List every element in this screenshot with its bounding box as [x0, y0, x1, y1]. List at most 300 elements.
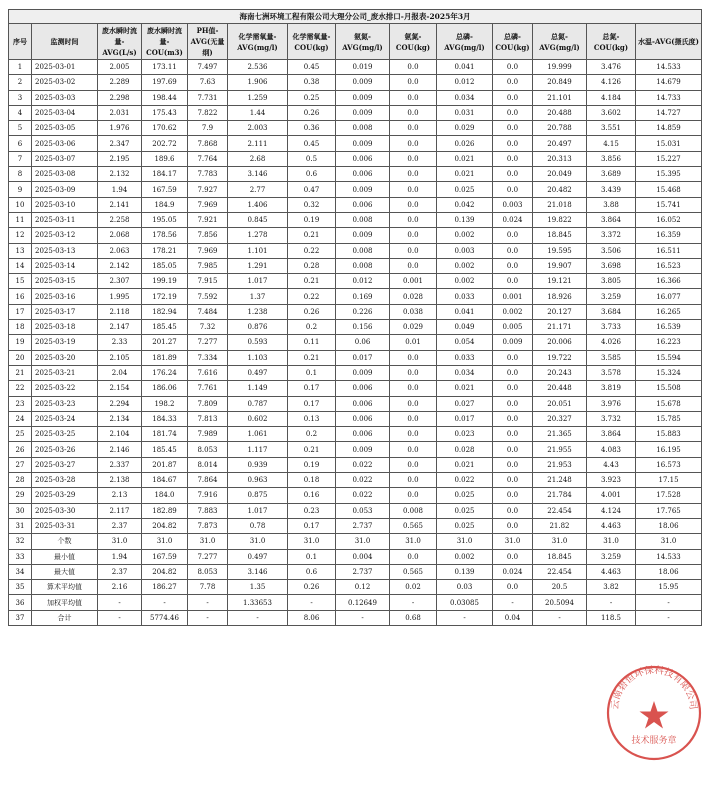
- value-cell: 0.022: [336, 488, 390, 503]
- table-row: [9, 350, 702, 365]
- value-cell: 20.049: [533, 167, 587, 182]
- value-cell: 170.62: [142, 121, 188, 136]
- table-row: [9, 121, 702, 136]
- value-cell: 2.04: [98, 365, 142, 380]
- value-cell: 21.018: [533, 197, 587, 212]
- value-cell: 0.21: [288, 350, 336, 365]
- value-cell: 0.025: [437, 488, 493, 503]
- row-number-cell: 34: [9, 564, 32, 579]
- value-cell: 0.0: [493, 518, 533, 533]
- column-header: 废水瞬时流量-COU(m3): [142, 24, 188, 60]
- value-cell: 0.0: [493, 121, 533, 136]
- value-cell: 3.733: [587, 320, 636, 335]
- row-number-cell: 12: [9, 228, 32, 243]
- value-cell: 1.995: [98, 289, 142, 304]
- value-cell: 118.5: [587, 610, 636, 625]
- value-cell: 0.169: [336, 289, 390, 304]
- value-cell: 2.307: [98, 274, 142, 289]
- value-cell: 15.324: [636, 365, 702, 380]
- value-cell: 0.017: [437, 411, 493, 426]
- value-cell: 20.488: [533, 105, 587, 120]
- value-cell: 7.9: [188, 121, 228, 136]
- value-cell: 7.783: [188, 167, 228, 182]
- value-cell: 0.226: [336, 304, 390, 319]
- row-number-cell: 9: [9, 182, 32, 197]
- row-number-cell: 25: [9, 427, 32, 442]
- row-number-cell: 27: [9, 457, 32, 472]
- value-cell: 0.033: [437, 289, 493, 304]
- table-row: [9, 564, 702, 579]
- column-header: 总磷-COU(kg): [493, 24, 533, 60]
- value-cell: 0.0: [390, 488, 437, 503]
- value-cell: 0.5: [288, 151, 336, 166]
- value-cell: -: [636, 595, 702, 610]
- value-cell: 3.88: [587, 197, 636, 212]
- value-cell: 0.012: [336, 274, 390, 289]
- value-cell: 0.45: [288, 60, 336, 75]
- value-cell: 31.0: [288, 534, 336, 549]
- value-cell: 2.142: [98, 258, 142, 273]
- value-cell: 2.347: [98, 136, 142, 151]
- value-cell: 0.0: [390, 549, 437, 564]
- value-cell: 31.0: [142, 534, 188, 549]
- value-cell: 2.138: [98, 473, 142, 488]
- row-number-cell: 30: [9, 503, 32, 518]
- row-number-cell: 29: [9, 488, 32, 503]
- value-cell: 0.025: [437, 503, 493, 518]
- value-cell: 7.334: [188, 350, 228, 365]
- value-cell: 2.068: [98, 228, 142, 243]
- value-cell: 0.19: [288, 212, 336, 227]
- value-cell: 16.077: [636, 289, 702, 304]
- value-cell: 2.298: [98, 90, 142, 105]
- value-cell: 0.021: [437, 381, 493, 396]
- value-cell: 3.976: [587, 396, 636, 411]
- value-cell: 2.134: [98, 411, 142, 426]
- column-header: 总氮-AVG(mg/l): [533, 24, 587, 60]
- row-number-cell: 21: [9, 365, 32, 380]
- value-cell: 0.0: [390, 228, 437, 243]
- value-cell: 0.0: [390, 442, 437, 457]
- value-cell: 198.2: [142, 396, 188, 411]
- value-cell: 19.822: [533, 212, 587, 227]
- value-cell: 0.008: [336, 121, 390, 136]
- value-cell: 0.0: [493, 427, 533, 442]
- value-cell: 20.497: [533, 136, 587, 151]
- value-cell: 16.573: [636, 457, 702, 472]
- value-cell: 0.18: [288, 473, 336, 488]
- row-number-cell: 11: [9, 212, 32, 227]
- value-cell: 0.565: [390, 518, 437, 533]
- value-cell: 2.195: [98, 151, 142, 166]
- value-cell: 0.0: [493, 151, 533, 166]
- value-cell: 7.809: [188, 396, 228, 411]
- report-body: [9, 60, 702, 626]
- value-cell: 2.118: [98, 304, 142, 319]
- value-cell: 0.22: [288, 243, 336, 258]
- value-cell: 4.124: [587, 503, 636, 518]
- value-cell: 14.727: [636, 105, 702, 120]
- value-cell: 0.0: [390, 212, 437, 227]
- value-cell: 1.259: [228, 90, 288, 105]
- value-cell: 20.5: [533, 580, 587, 595]
- value-cell: 0.021: [437, 151, 493, 166]
- value-cell: 0.009: [336, 90, 390, 105]
- value-cell: 0.009: [336, 75, 390, 90]
- table-row: [9, 473, 702, 488]
- value-cell: 15.031: [636, 136, 702, 151]
- value-cell: 0.23: [288, 503, 336, 518]
- value-cell: 0.001: [390, 274, 437, 289]
- row-number-cell: 2: [9, 75, 32, 90]
- value-cell: 19.999: [533, 60, 587, 75]
- value-cell: 31.0: [493, 534, 533, 549]
- date-cell: 2025-03-14: [32, 258, 98, 273]
- date-cell: 最大值: [32, 564, 98, 579]
- date-cell: 2025-03-27: [32, 457, 98, 472]
- value-cell: -: [493, 595, 533, 610]
- value-cell: 16.539: [636, 320, 702, 335]
- row-number-cell: 7: [9, 151, 32, 166]
- value-cell: 181.89: [142, 350, 188, 365]
- value-cell: 0.0: [390, 136, 437, 151]
- value-cell: 0.009: [336, 105, 390, 120]
- value-cell: 0.002: [493, 304, 533, 319]
- value-cell: 0.0: [493, 396, 533, 411]
- value-cell: 0.004: [336, 549, 390, 564]
- value-cell: 2.147: [98, 320, 142, 335]
- value-cell: 0.006: [336, 396, 390, 411]
- table-row: [9, 320, 702, 335]
- value-cell: 21.955: [533, 442, 587, 457]
- date-cell: 2025-03-24: [32, 411, 98, 426]
- value-cell: 0.36: [288, 121, 336, 136]
- value-cell: 0.16: [288, 488, 336, 503]
- value-cell: 0.06: [336, 335, 390, 350]
- value-cell: 3.689: [587, 167, 636, 182]
- date-cell: 2025-03-31: [32, 518, 98, 533]
- value-cell: 21.953: [533, 457, 587, 472]
- value-cell: -: [587, 595, 636, 610]
- value-cell: 0.024: [493, 564, 533, 579]
- value-cell: 14.679: [636, 75, 702, 90]
- value-cell: 184.67: [142, 473, 188, 488]
- value-cell: 0.0: [493, 60, 533, 75]
- value-cell: 1.291: [228, 258, 288, 273]
- date-cell: 最小值: [32, 549, 98, 564]
- value-cell: -: [636, 610, 702, 625]
- value-cell: 0.009: [336, 136, 390, 151]
- value-cell: 4.463: [587, 518, 636, 533]
- value-cell: 0.022: [336, 457, 390, 472]
- value-cell: 0.593: [228, 335, 288, 350]
- value-cell: 31.0: [587, 534, 636, 549]
- value-cell: 0.21: [288, 274, 336, 289]
- value-cell: 2.005: [98, 60, 142, 75]
- value-cell: 1.017: [228, 274, 288, 289]
- value-cell: 0.041: [437, 60, 493, 75]
- value-cell: 31.0: [437, 534, 493, 549]
- value-cell: 7.78: [188, 580, 228, 595]
- row-number-cell: 8: [9, 167, 32, 182]
- date-cell: 2025-03-09: [32, 182, 98, 197]
- row-number-cell: 32: [9, 534, 32, 549]
- value-cell: 0.25: [288, 90, 336, 105]
- value-cell: 3.476: [587, 60, 636, 75]
- value-cell: 0.0: [390, 182, 437, 197]
- value-cell: 4.083: [587, 442, 636, 457]
- value-cell: 0.139: [437, 212, 493, 227]
- value-cell: 0.025: [437, 182, 493, 197]
- value-cell: 0.11: [288, 335, 336, 350]
- value-cell: 0.0: [390, 258, 437, 273]
- value-cell: 7.813: [188, 411, 228, 426]
- value-cell: 0.845: [228, 212, 288, 227]
- value-cell: 31.0: [228, 534, 288, 549]
- value-cell: 1.33653: [228, 595, 288, 610]
- value-cell: 0.0: [493, 381, 533, 396]
- value-cell: 0.026: [437, 136, 493, 151]
- value-cell: 14.859: [636, 121, 702, 136]
- value-cell: 0.023: [437, 427, 493, 442]
- date-cell: 2025-03-15: [32, 274, 98, 289]
- value-cell: 0.38: [288, 75, 336, 90]
- value-cell: 7.761: [188, 381, 228, 396]
- value-cell: 2.031: [98, 105, 142, 120]
- column-header: 序号: [9, 24, 32, 60]
- value-cell: 4.15: [587, 136, 636, 151]
- value-cell: 0.787: [228, 396, 288, 411]
- value-cell: -: [98, 595, 142, 610]
- date-cell: 2025-03-17: [32, 304, 98, 319]
- value-cell: 15.227: [636, 151, 702, 166]
- row-number-cell: 16: [9, 289, 32, 304]
- value-cell: 0.0: [390, 350, 437, 365]
- value-cell: 178.56: [142, 228, 188, 243]
- value-cell: 2.294: [98, 396, 142, 411]
- date-cell: 2025-03-06: [32, 136, 98, 151]
- value-cell: 20.006: [533, 335, 587, 350]
- row-number-cell: 4: [9, 105, 32, 120]
- value-cell: 7.731: [188, 90, 228, 105]
- value-cell: 0.02: [390, 580, 437, 595]
- value-cell: 3.585: [587, 350, 636, 365]
- company-seal-stamp: [604, 663, 704, 763]
- value-cell: 0.008: [336, 212, 390, 227]
- column-header: 废水瞬时流量-AVG(L/s): [98, 24, 142, 60]
- value-cell: 1.906: [228, 75, 288, 90]
- value-cell: 0.041: [437, 304, 493, 319]
- value-cell: 15.883: [636, 427, 702, 442]
- value-cell: 184.0: [142, 488, 188, 503]
- value-cell: 7.883: [188, 503, 228, 518]
- value-cell: 0.0: [493, 442, 533, 457]
- column-header-row: [9, 24, 702, 60]
- value-cell: 0.963: [228, 473, 288, 488]
- value-cell: 0.0: [493, 457, 533, 472]
- value-cell: 20.448: [533, 381, 587, 396]
- value-cell: 1.117: [228, 442, 288, 457]
- table-row: [9, 60, 702, 75]
- value-cell: 0.156: [336, 320, 390, 335]
- value-cell: 20.327: [533, 411, 587, 426]
- value-cell: 7.32: [188, 320, 228, 335]
- date-cell: 2025-03-07: [32, 151, 98, 166]
- value-cell: 2.154: [98, 381, 142, 396]
- value-cell: 8.053: [188, 442, 228, 457]
- date-cell: 2025-03-12: [32, 228, 98, 243]
- value-cell: -: [437, 610, 493, 625]
- value-cell: 0.002: [437, 258, 493, 273]
- value-cell: 3.578: [587, 365, 636, 380]
- date-cell: 2025-03-20: [32, 350, 98, 365]
- value-cell: 1.94: [98, 182, 142, 197]
- date-cell: 2025-03-19: [32, 335, 98, 350]
- value-cell: 0.0: [493, 136, 533, 151]
- value-cell: 1.976: [98, 121, 142, 136]
- value-cell: 204.82: [142, 564, 188, 579]
- value-cell: 4.43: [587, 457, 636, 472]
- value-cell: -: [288, 595, 336, 610]
- date-cell: 2025-03-10: [32, 197, 98, 212]
- value-cell: 19.121: [533, 274, 587, 289]
- value-cell: 185.05: [142, 258, 188, 273]
- date-cell: 2025-03-28: [32, 473, 98, 488]
- table-row: [9, 595, 702, 610]
- value-cell: 18.926: [533, 289, 587, 304]
- value-cell: 0.008: [390, 503, 437, 518]
- value-cell: 21.171: [533, 320, 587, 335]
- value-cell: 182.89: [142, 503, 188, 518]
- value-cell: 189.6: [142, 151, 188, 166]
- column-header: 总氮-COU(kg): [587, 24, 636, 60]
- value-cell: 0.26: [288, 304, 336, 319]
- table-row: [9, 335, 702, 350]
- value-cell: 204.82: [142, 518, 188, 533]
- column-header: 氨氮-COU(kg): [390, 24, 437, 60]
- value-cell: 3.698: [587, 258, 636, 273]
- value-cell: 202.72: [142, 136, 188, 151]
- value-cell: 176.24: [142, 365, 188, 380]
- value-cell: 0.0: [390, 381, 437, 396]
- value-cell: 7.916: [188, 488, 228, 503]
- value-cell: 2.737: [336, 564, 390, 579]
- value-cell: 3.506: [587, 243, 636, 258]
- row-number-cell: 24: [9, 411, 32, 426]
- value-cell: 184.17: [142, 167, 188, 182]
- value-cell: 2.737: [336, 518, 390, 533]
- date-cell: 2025-03-30: [32, 503, 98, 518]
- seal-bottom-text: 技术服务章: [631, 736, 677, 746]
- value-cell: 14.533: [636, 60, 702, 75]
- row-number-cell: 5: [9, 121, 32, 136]
- value-cell: 0.497: [228, 549, 288, 564]
- value-cell: 181.74: [142, 427, 188, 442]
- value-cell: 0.008: [336, 243, 390, 258]
- value-cell: 2.063: [98, 243, 142, 258]
- value-cell: 201.87: [142, 457, 188, 472]
- value-cell: 17.528: [636, 488, 702, 503]
- monthly-report-table: [8, 9, 702, 626]
- value-cell: 1.238: [228, 304, 288, 319]
- value-cell: 16.523: [636, 258, 702, 273]
- row-number-cell: 3: [9, 90, 32, 105]
- value-cell: 0.12649: [336, 595, 390, 610]
- value-cell: 2.68: [228, 151, 288, 166]
- value-cell: 0.32: [288, 197, 336, 212]
- value-cell: 0.017: [336, 350, 390, 365]
- value-cell: 175.43: [142, 105, 188, 120]
- value-cell: 22.454: [533, 503, 587, 518]
- value-cell: 2.141: [98, 197, 142, 212]
- value-cell: 0.009: [336, 228, 390, 243]
- date-cell: 2025-03-25: [32, 427, 98, 442]
- row-number-cell: 13: [9, 243, 32, 258]
- row-number-cell: 28: [9, 473, 32, 488]
- value-cell: 7.822: [188, 105, 228, 120]
- row-number-cell: 37: [9, 610, 32, 625]
- seal-ring-text: 云南碧恒环保科技有限公司: [609, 664, 699, 711]
- row-number-cell: 19: [9, 335, 32, 350]
- value-cell: 8.053: [188, 564, 228, 579]
- value-cell: 0.009: [493, 335, 533, 350]
- value-cell: 0.012: [437, 75, 493, 90]
- value-cell: 0.025: [437, 518, 493, 533]
- value-cell: 0.028: [390, 289, 437, 304]
- value-cell: 3.923: [587, 473, 636, 488]
- value-cell: 0.03: [437, 580, 493, 595]
- value-cell: 0.0: [390, 60, 437, 75]
- value-cell: 0.0: [493, 411, 533, 426]
- value-cell: 15.395: [636, 167, 702, 182]
- value-cell: 0.28: [288, 258, 336, 273]
- table-row: [9, 105, 702, 120]
- value-cell: 1.406: [228, 197, 288, 212]
- value-cell: 20.243: [533, 365, 587, 380]
- value-cell: 14.533: [636, 549, 702, 564]
- value-cell: 0.12: [336, 580, 390, 595]
- value-cell: 2.16: [98, 580, 142, 595]
- value-cell: 1.44: [228, 105, 288, 120]
- value-cell: 0.0: [493, 549, 533, 564]
- value-cell: 19.595: [533, 243, 587, 258]
- value-cell: 167.59: [142, 182, 188, 197]
- value-cell: 7.484: [188, 304, 228, 319]
- value-cell: 0.17: [288, 518, 336, 533]
- column-header: 监测时间: [32, 24, 98, 60]
- value-cell: 20.849: [533, 75, 587, 90]
- value-cell: 0.0: [493, 90, 533, 105]
- row-number-cell: 35: [9, 580, 32, 595]
- value-cell: -: [228, 610, 288, 625]
- value-cell: 31.0: [390, 534, 437, 549]
- row-number-cell: 33: [9, 549, 32, 564]
- value-cell: 1.061: [228, 427, 288, 442]
- value-cell: 0.602: [228, 411, 288, 426]
- value-cell: 0.2: [288, 320, 336, 335]
- row-number-cell: 10: [9, 197, 32, 212]
- value-cell: 195.05: [142, 212, 188, 227]
- value-cell: -: [533, 610, 587, 625]
- value-cell: 18.06: [636, 518, 702, 533]
- value-cell: 0.0: [493, 365, 533, 380]
- value-cell: 31.0: [636, 534, 702, 549]
- value-cell: 178.21: [142, 243, 188, 258]
- column-header: 化学需氧量-AVG(mg/l): [228, 24, 288, 60]
- value-cell: -: [98, 610, 142, 625]
- table-row: [9, 396, 702, 411]
- value-cell: 16.366: [636, 274, 702, 289]
